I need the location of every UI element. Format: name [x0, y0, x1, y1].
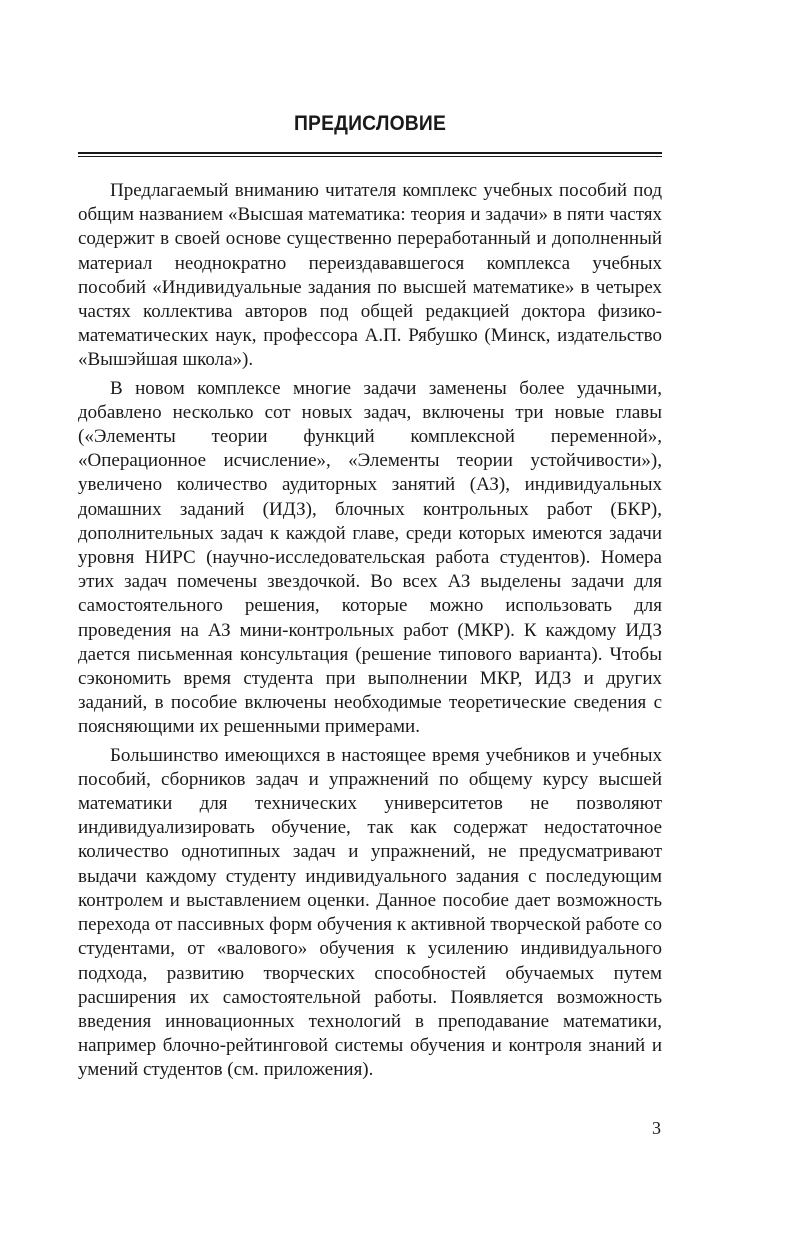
page-number: 3	[652, 1118, 661, 1138]
paragraph-2: В новом комплексе многие задачи заменены более удачными, добавлено несколько сот новых задач, включены три новые главы («Элементы теории функций комплексной переменной», «Операционное исчисление», «Элементы теории устойчивости»), увеличено количество аудиторных занятий (АЗ), индивидуальных домашних заданий (ИДЗ), блочных контрольных работ (БКР), дополнительных задач к каждой главе, среди которых имеются задачи уровня НИРС (научно-исследовательская работа студентов). Номера этих задач помечены звездочкой. Во всех АЗ выделены задачи для самостоятельного решения, которые можно использовать для проведения на АЗ мини-контрольных работ (МКР). К каждому ИДЗ дается письменная консультация (решение типового варианта). Чтобы сэкономить время студента при выполнении МКР, ИДЗ и других заданий, в пособие включены необходимые теоретические сведения с поясняющими их решенными примерами.	[78, 377, 662, 738]
paragraph-1: Предлагаемый вниманию читателя комплекс учебных пособий под общим названием «Высшая математика: теория и задачи» в пяти частях содержит в своей основе существенно переработанный и дополненный материал неоднократно переиздававшегося комплекса учебных пособий «Индивидуальные задания по высшей математике» в четырех частях коллектива авторов под общей редакцией доктора физико-математических наук, профессора А.П. Рябушко (Минск, издательство «Вышэйшая школа»).	[78, 180, 662, 371]
body-text	[78, 179, 662, 1083]
page-title: ПРЕДИСЛОВИЕ	[293, 112, 447, 135]
page-content	[78, 108, 662, 1087]
paragraph-3: Большинство имеющихся в настоящее время учебников и учебных пособий, сборников задач и упражнений по общему курсу высшей математики для технических университетов не позволяют индивидуализировать обучение, так как содержат недостаточное количество однотипных задач и упражнений, не предусматривают выдачи каждому студенту индивидуального задания с последующим контролем и выставлением оценки. Данное пособие дает возможность перехода от пассивных форм обучения к активной творческой работе со студентами, от «валового» обучения к усилению индивидуального подхода, развитию творческих способностей обучаемых путем расширения их самостоятельной работы. Появляется возможность введения инновационных технологий в преподавание математики, например блочно-рейтинговой системы обучения и контроля знаний и умений студентов (см. приложения).	[78, 744, 662, 1081]
title-double-rule	[78, 152, 662, 157]
